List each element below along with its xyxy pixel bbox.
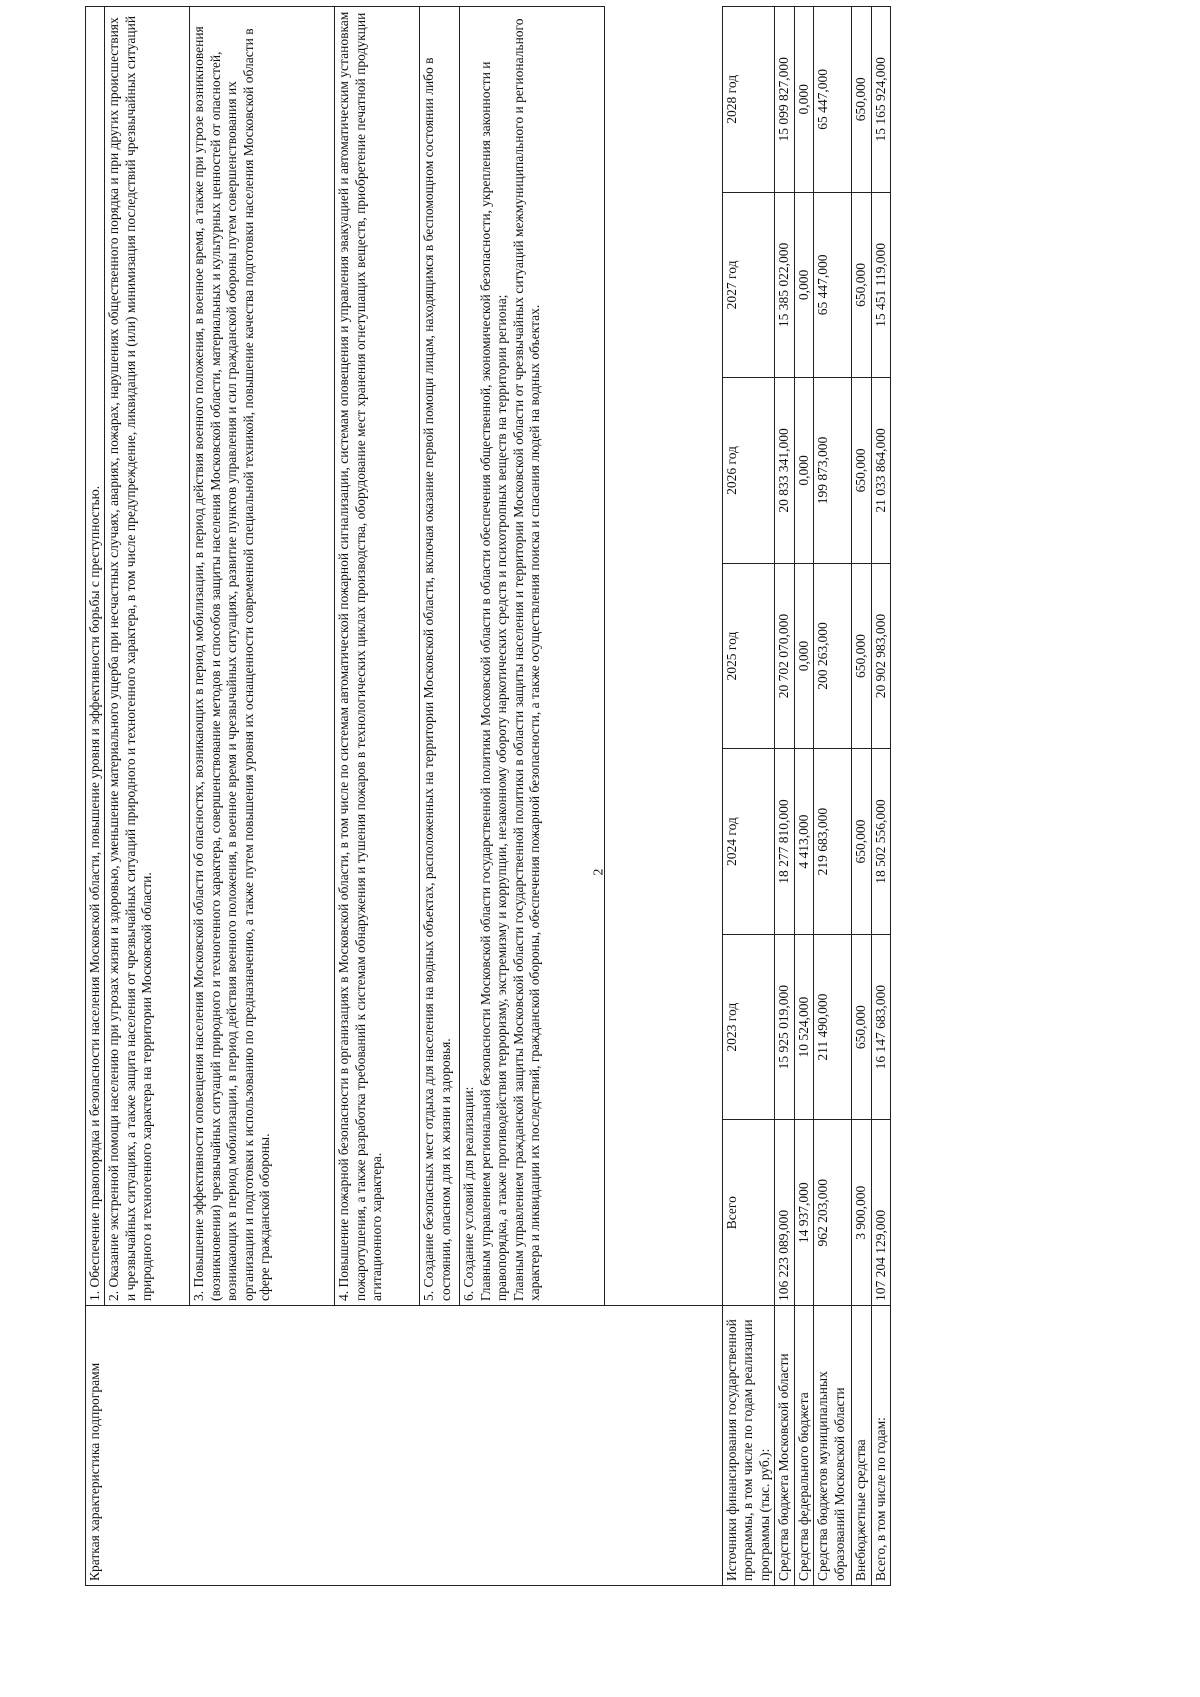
program-table [85, 6, 891, 1586]
value-2027: 65 447,000 [814, 192, 852, 378]
value-2027: 0,000 [794, 192, 813, 378]
value-2025: 0,000 [794, 563, 813, 749]
column-2028: 2028 год [722, 7, 774, 193]
characteristic-item-6 [460, 7, 605, 1306]
value-2024: 18 277 810,000 [775, 749, 794, 935]
characteristic-item-4: 4. Повышение пожарной безопасности в организациях в Московской области, в том числе по системам автоматической пожарной сигнализации, системам оповещения и управления эвакуацией и автоматическим установкам пожаротушения, а также разработка требований к системам обнаружения и тушения пожаров в технологических циклах производства, оборудование мест хранения огнетушащих веществ, приобретение печатной продукции агитационного характера. [335, 7, 420, 1306]
value-total: 107 204 129,000 [871, 1120, 890, 1306]
value-total: 962 203,000 [814, 1120, 852, 1306]
value-2025: 20 902 983,000 [871, 563, 890, 749]
value-2025: 650,000 [852, 563, 871, 749]
value-2024: 219 683,000 [814, 749, 852, 935]
financing-row-extrabudget [852, 7, 871, 1586]
value-2028: 15 165 924,000 [871, 7, 890, 193]
column-2027: 2027 год [722, 192, 774, 378]
value-total: 106 223 089,000 [775, 1120, 794, 1306]
column-2025: 2025 год [722, 563, 774, 749]
value-2028: 65 447,000 [814, 7, 852, 193]
item6-title: 6. Создание условий для реализации: [461, 1086, 477, 1301]
value-2026: 199 873,000 [814, 378, 852, 564]
value-2026: 20 833 341,000 [775, 378, 794, 564]
characteristic-item-3: 3. Повышение эффективности оповещения населения Московской области об опасностях, возникающих в период мобилизации, в период действия военного положения, в военное время, а также при угрозе возникновения (возникновении) чрезвычайных ситуаций природного и техногенного характера, совершенствование методов и способов защиты населения Московской области, материальных и культурных ценностей от опасностей, возникающих в период мобилизации, в период действия военного положения, в военное время и чрезвычайных ситуациях, развитие пунктов управления и сил гражданской обороны путем совершенствования их организации и подготовки к использованию по предназначению, а также путем повышения уровня их оснащенности современной специальной техникой, повышение качества подготовки населения Московской области в сфере гражданской обороны. [190, 7, 335, 1306]
financing-header-row [722, 7, 774, 1586]
value-2024: 650,000 [852, 749, 871, 935]
characteristics-label: Краткая характеристика подпрограмм [86, 1306, 723, 1586]
item6-line-2: Главным управлением гражданской защиты Московской области государственной политики в области защиты населения и территории Московской области от чрезвычайных ситуаций межмуниципального и регионального характера и ликвидации их последствий, гражданской обороны, обеспечения пожарной безопасности, а также осуществления поиска и спасания людей на водных объектах. [510, 18, 543, 1301]
row-label: Средства федерального бюджета [794, 1306, 813, 1586]
financing-row-municipal [814, 7, 852, 1586]
financing-header-label: Источники финансирования государственной программы, в том числе по годам реализации программы (тыс. руб.): [722, 1306, 774, 1586]
characteristics-row-1 [86, 7, 105, 1586]
value-2027: 650,000 [852, 192, 871, 378]
value-2026: 650,000 [852, 378, 871, 564]
value-2024: 4 413,000 [794, 749, 813, 935]
value-2027: 15 451 119,000 [871, 192, 890, 378]
value-2028: 15 099 827,000 [775, 7, 794, 193]
value-2023: 10 524,000 [794, 934, 813, 1120]
row-label: Средства бюджета Московской области [775, 1306, 794, 1586]
financing-row-regional [775, 7, 794, 1586]
value-2028: 0,000 [794, 7, 813, 193]
value-2023: 650,000 [852, 934, 871, 1120]
financing-row-federal [794, 7, 813, 1586]
column-2026: 2026 год [722, 378, 774, 564]
rotated-page-content [85, 6, 891, 1586]
row-label: Всего, в том числе по годам: [871, 1306, 890, 1586]
item6-line-1: Главным управлением региональной безопасности Московской области государственной политики Московской области в области обеспечения общественной, экономической безопасности, укрепления законности и правопорядка, а также противодействия терроризму, экстремизму и коррупции, незаконному обороту наркотических средств и психотропных веществ на территории региона; [477, 61, 510, 1301]
value-2025: 200 263,000 [814, 563, 852, 749]
value-2024: 18 502 556,000 [871, 749, 890, 935]
row-label: Внебюджетные средства [852, 1306, 871, 1586]
financing-row-total [871, 7, 890, 1586]
value-2023: 211 490,000 [814, 934, 852, 1120]
characteristic-item-2: 2. Оказание экстренной помощи населению при угрозах жизни и здоровью, уменьшение материального ущерба при несчастных случаях, авариях, пожарах, нарушениях общественного порядка и при других происшествиях и чрезвычайных ситуациях, а также защита населения от чрезвычайных ситуаций природного и техногенного характера, в том числе предупреждение, ликвидация и (или) минимизация последствий чрезвычайных ситуаций природного и техногенного характера на территории Московской области. [105, 7, 190, 1306]
value-2026: 21 033 864,000 [871, 378, 890, 564]
value-2025: 20 702 070,000 [775, 563, 794, 749]
value-2023: 15 925 019,000 [775, 934, 794, 1120]
row-label: Средства бюджетов муниципальных образований Московской области [814, 1306, 852, 1586]
characteristic-item-1: 1. Обеспечение правопорядка и безопасности населения Московской области, повышение уровня и эффективности борьбы с преступностью. [86, 7, 105, 1306]
value-2026: 0,000 [794, 378, 813, 564]
characteristic-item-5: 5. Создание безопасных мест отдыха для населения на водных объектах, расположенных на территории Московской области, включая оказание первой помощи лицам, находящимся в беспомощном состоянии либо в состоянии, опасном для их жизни и здоровья. [420, 7, 460, 1306]
value-2027: 15 385 022,000 [775, 192, 794, 378]
column-2024: 2024 год [722, 749, 774, 935]
page-number: 2 [591, 868, 607, 876]
column-2023: 2023 год [722, 934, 774, 1120]
value-2028: 650,000 [852, 7, 871, 193]
column-total: Всего [722, 1120, 774, 1306]
value-2023: 16 147 683,000 [871, 934, 890, 1120]
value-total: 3 900,000 [852, 1120, 871, 1306]
value-total: 14 937,000 [794, 1120, 813, 1306]
